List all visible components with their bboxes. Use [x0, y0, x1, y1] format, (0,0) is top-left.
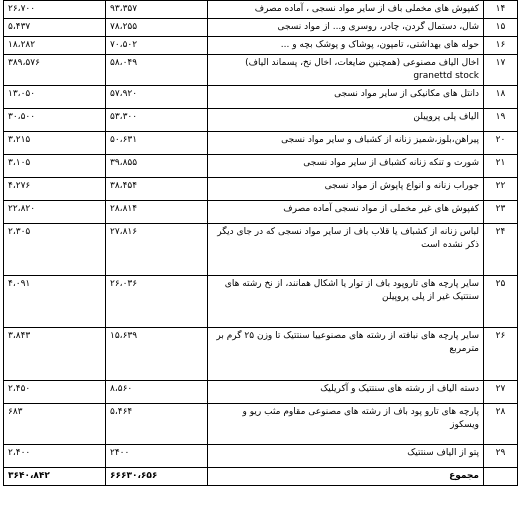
value-1-cell: ۸،۵۶۰	[106, 381, 208, 404]
table-row	[4, 328, 518, 381]
table-row	[4, 404, 518, 445]
value-2-cell: ۳،۱۰۵	[4, 155, 106, 178]
value-1-cell: ۷۰،۵۰۲	[106, 37, 208, 55]
row-number-cell: ۲۷	[484, 381, 518, 404]
description-cell: کفپوش های غیر مخملی از مواد نسجی آماده مصرف	[208, 201, 484, 224]
description-cell: پیراهن،بلوز،شمیز زنانه از کشباف و سایر مواد نسجی	[208, 132, 484, 155]
table-row	[4, 224, 518, 276]
row-number-cell: ۲۸	[484, 404, 518, 445]
value-2-cell: ۳۰،۵۰۰	[4, 109, 106, 132]
value-2-cell: ۴،۰۹۱	[4, 276, 106, 328]
row-number-cell: ۲۳	[484, 201, 518, 224]
value-1-cell: ۱۵،۶۳۹	[106, 328, 208, 381]
row-number-cell: ۲۲	[484, 178, 518, 201]
value-1-cell: ۹۳،۳۵۷	[106, 1, 208, 19]
description-cell: اخال الیاف مصنوعی (همچنین ضایعات، اخال نخ، پسماند الیاف) granettd stock	[208, 55, 484, 86]
value-1-cell: ۵۸،۰۴۹	[106, 55, 208, 86]
row-number-cell: ۱۵	[484, 19, 518, 37]
description-cell: سایر پارچه های تاروپود باف از توار یا اشکال همانند، از نخ رشته های سنتتیک غیر از پلی پروپیلن	[208, 276, 484, 328]
description-cell: جوراب زنانه و انواع پاپوش از مواد نسجی	[208, 178, 484, 201]
description-cell: سایر پارچه های نبافته از رشته های مصنوعییا سنتتیک تا وزن ۲۵ گرم بر مترمربع	[208, 328, 484, 381]
value-1-cell: ۲۶،۰۳۶	[106, 276, 208, 328]
table-row	[4, 445, 518, 468]
row-number-cell: ۲۱	[484, 155, 518, 178]
table-row	[4, 201, 518, 224]
value-2-cell: ۵،۴۳۷	[4, 19, 106, 37]
value-2-cell: ۱۳،۰۵۰	[4, 86, 106, 109]
description-cell: لباس زنانه از کشباف یا قلاب باف از سایر مواد نسجی که در جای دیگر ذکر نشده است	[208, 224, 484, 276]
total-value-2: ۳۶۴۰،۸۴۲	[4, 468, 106, 486]
table-row	[4, 276, 518, 328]
value-2-cell: ۶۸۳	[4, 404, 106, 445]
row-number-cell: ۲۴	[484, 224, 518, 276]
description-cell: شورت و تنکه زنانه کشباف از سایر مواد نسجی	[208, 155, 484, 178]
description-cell: الیاف پلی پروپیلن	[208, 109, 484, 132]
description-cell: دسته الیاف از رشته های سنتتیک و آکریلیک	[208, 381, 484, 404]
table-row	[4, 132, 518, 155]
total-value-1: ۶۶۶۳۰،۶۵۶	[106, 468, 208, 486]
total-row	[4, 468, 518, 486]
value-1-cell: ۵۳،۳۰۰	[106, 109, 208, 132]
table-row	[4, 86, 518, 109]
value-1-cell: ۲۸،۸۱۴	[106, 201, 208, 224]
value-2-cell: ۲۲،۸۲۰	[4, 201, 106, 224]
table-row	[4, 37, 518, 55]
value-1-cell: ۷۸،۲۵۵	[106, 19, 208, 37]
row-number-cell: ۲۶	[484, 328, 518, 381]
value-2-cell: ۱۸،۲۸۲	[4, 37, 106, 55]
table-row	[4, 178, 518, 201]
row-number-cell: ۲۵	[484, 276, 518, 328]
value-1-cell: ۵۷،۹۲۰	[106, 86, 208, 109]
row-number-cell: ۲۰	[484, 132, 518, 155]
description-cell: پتو از الیاف سنتتیک	[208, 445, 484, 468]
description-cell: حوله های بهداشتی، تامپون، پوشاک و پوشک بچه و ...	[208, 37, 484, 55]
table-body	[4, 1, 518, 468]
row-number-cell: ۱۴	[484, 1, 518, 19]
value-2-cell: ۲،۳۰۵	[4, 224, 106, 276]
row-number-cell: ۲۹	[484, 445, 518, 468]
description-cell: شال، دستمال گردن، چادر، روسری و... از مواد نسجی	[208, 19, 484, 37]
value-2-cell: ۲۶،۷۰۰	[4, 1, 106, 19]
value-1-cell: ۳۸،۴۵۴	[106, 178, 208, 201]
value-1-cell: ۵۰،۶۳۱	[106, 132, 208, 155]
row-number-cell: ۱۷	[484, 55, 518, 86]
row-number-cell: ۱۹	[484, 109, 518, 132]
value-2-cell: ۳،۸۴۳	[4, 328, 106, 381]
table-row	[4, 155, 518, 178]
value-1-cell: ۵،۴۶۴	[106, 404, 208, 445]
description-cell: کفپوش های مخملی باف از سایر مواد نسجی ، آماده مصرف	[208, 1, 484, 19]
table-row	[4, 1, 518, 19]
data-table	[3, 0, 518, 486]
description-cell: دانتل های مکانیکی از سایر مواد نسجی	[208, 86, 484, 109]
table-row	[4, 55, 518, 86]
table-row	[4, 109, 518, 132]
value-2-cell: ۲،۴۵۰	[4, 381, 106, 404]
value-2-cell: ۳۸۹،۵۷۶	[4, 55, 106, 86]
value-2-cell: ۴،۲۷۶	[4, 178, 106, 201]
table-row	[4, 19, 518, 37]
value-1-cell: ۲۴۰۰	[106, 445, 208, 468]
value-2-cell: ۲،۴۰۰	[4, 445, 106, 468]
total-blank-cell	[484, 468, 518, 486]
total-label: مجموع	[208, 468, 484, 486]
value-1-cell: ۲۷،۸۱۶	[106, 224, 208, 276]
row-number-cell: ۱۶	[484, 37, 518, 55]
description-cell: پارچه های تارو پود باف از رشته های مصنوعی مقاوم مثب ریو و ویسکوز	[208, 404, 484, 445]
table-row	[4, 381, 518, 404]
row-number-cell: ۱۸	[484, 86, 518, 109]
value-1-cell: ۳۹،۸۵۵	[106, 155, 208, 178]
value-2-cell: ۳،۲۱۵	[4, 132, 106, 155]
